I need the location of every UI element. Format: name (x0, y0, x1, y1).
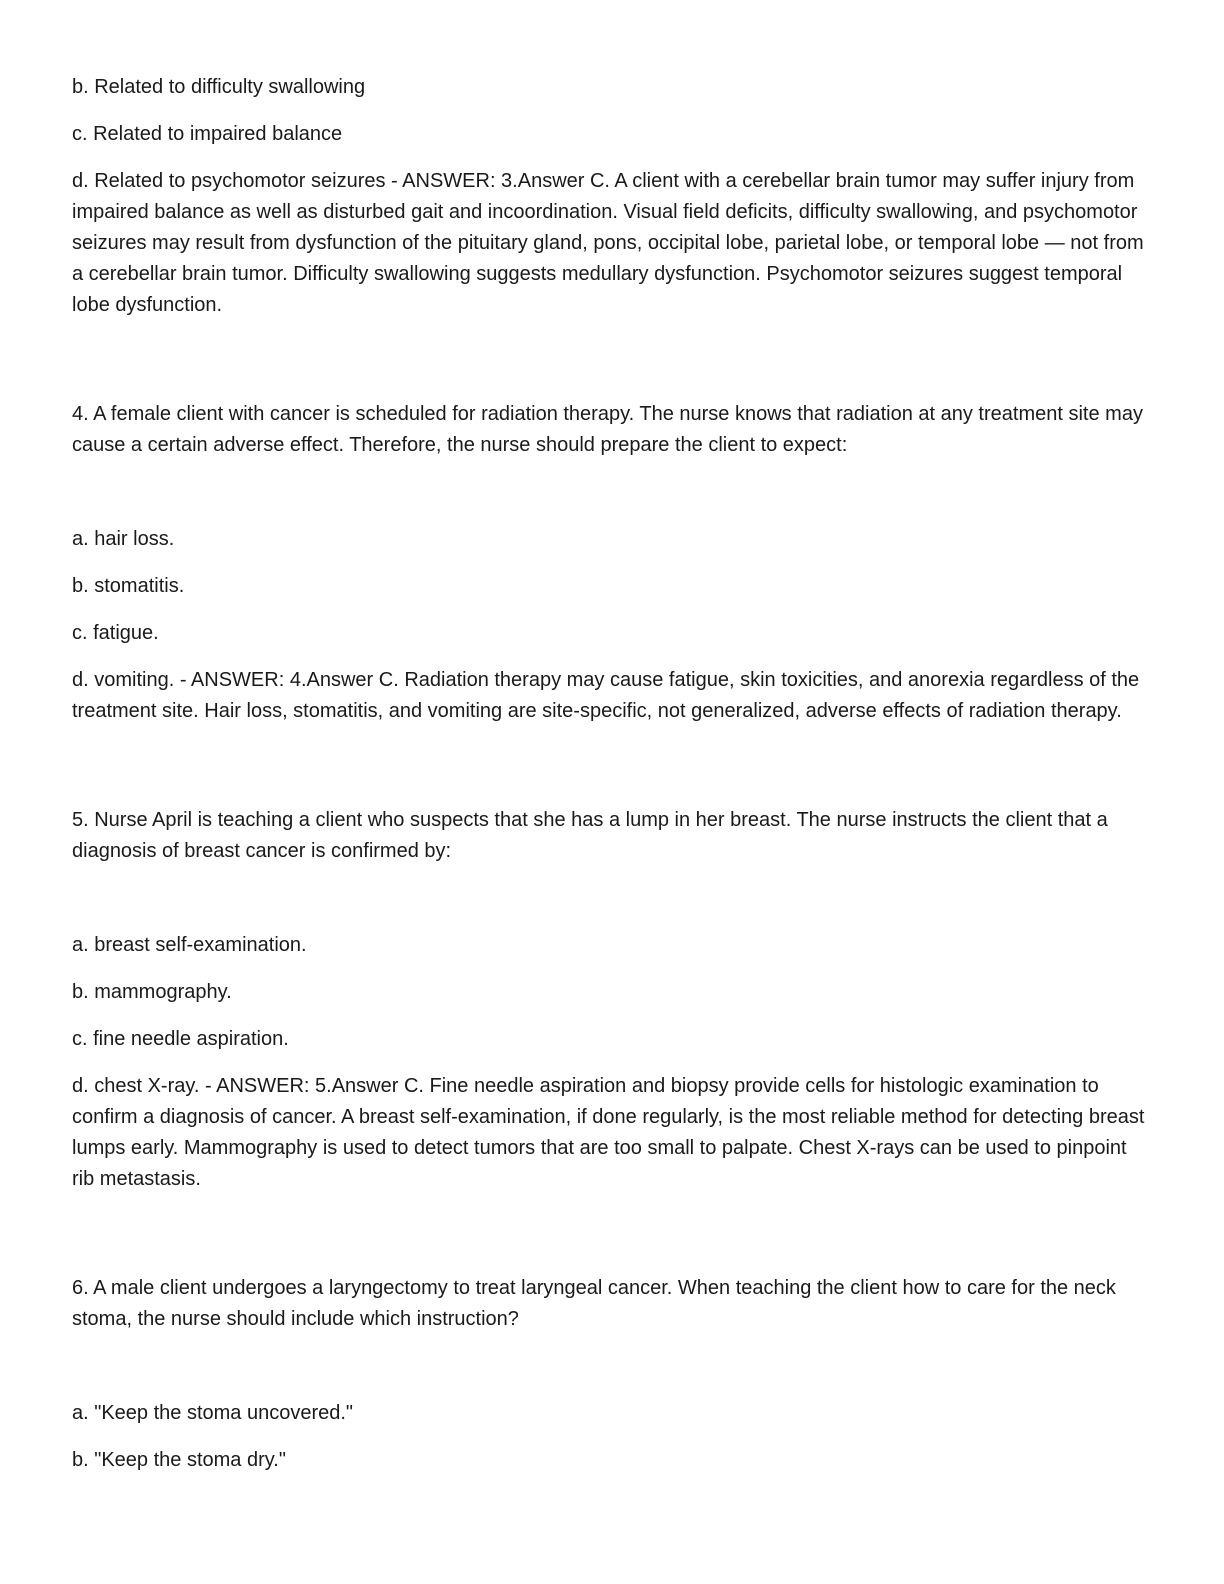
spacer (72, 477, 1147, 524)
spacer (72, 743, 1147, 805)
q5-option-d-answer: d. chest X-ray. - ANSWER: 5.Answer C. Fine needle aspiration and biopsy provide cells for histologic examination to confirm a diagnosis of cancer. A breast self-examination, if done regularly, is the most reliable method for detecting breast lumps early. Mammography is used to detect tumors that are too small to palpate. Chest X-rays can be used to pinpoint rib metastasis. (72, 1075, 1145, 1190)
q5-stem: 5. Nurse April is teaching a client who suspects that she has a lump in her breast. The nurse instructs the client that a diagnosis of breast cancer is confirmed by: (72, 809, 1108, 862)
spacer (72, 1211, 1147, 1273)
q4-option-b: b. stomatitis. (72, 575, 185, 597)
q6-option-b: b. "Keep the stoma dry." (72, 1449, 286, 1471)
q5-option-a: a. breast self-examination. (72, 934, 307, 956)
q4-option-a: a. hair loss. (72, 528, 175, 550)
q4-option-c: c. fatigue. (72, 622, 159, 644)
q6-stem: 6. A male client undergoes a laryngectomy to treat laryngeal cancer. When teaching the client how to care for the neck stoma, the nurse should include which instruction? (72, 1277, 1116, 1330)
q3-option-b: b. Related to difficulty swallowing (72, 76, 366, 98)
q5-option-b: b. mammography. (72, 981, 232, 1003)
document-page (72, 72, 1147, 1492)
q4-stem: 4. A female client with cancer is scheduled for radiation therapy. The nurse knows that radiation at any treatment site may cause a certain adverse effect. Therefore, the nurse should prepare the client to expect: (72, 403, 1143, 456)
q3-option-c: c. Related to impaired balance (72, 123, 343, 145)
q6-option-a: a. "Keep the stoma uncovered." (72, 1402, 354, 1424)
q5-option-c: c. fine needle aspiration. (72, 1028, 289, 1050)
spacer (72, 1351, 1147, 1398)
q4-option-d-answer: d. vomiting. - ANSWER: 4.Answer C. Radiation therapy may cause fatigue, skin toxicities, and anorexia regardless of the treatment site. Hair loss, stomatitis, and vomiting are site-specific, not generalized, adverse effects of radiation therapy. (72, 669, 1140, 722)
q3-option-d-answer: d. Related to psychomotor seizures - ANSWER: 3.Answer C. A client with a cerebellar brain tumor may suffer injury from impaired balance as well as disturbed gait and incoordination. Visual field deficits, difficulty swallowing, and psychomotor seizures may result from dysfunction of the pituitary gland, pons, occipital lobe, parietal lobe, or temporal lobe — not from a cerebellar brain tumor. Difficulty swallowing suggests medullary dysfunction. Psychomotor seizures suggest temporal lobe dysfunction. (72, 170, 1144, 316)
spacer (72, 337, 1147, 399)
spacer (72, 883, 1147, 930)
